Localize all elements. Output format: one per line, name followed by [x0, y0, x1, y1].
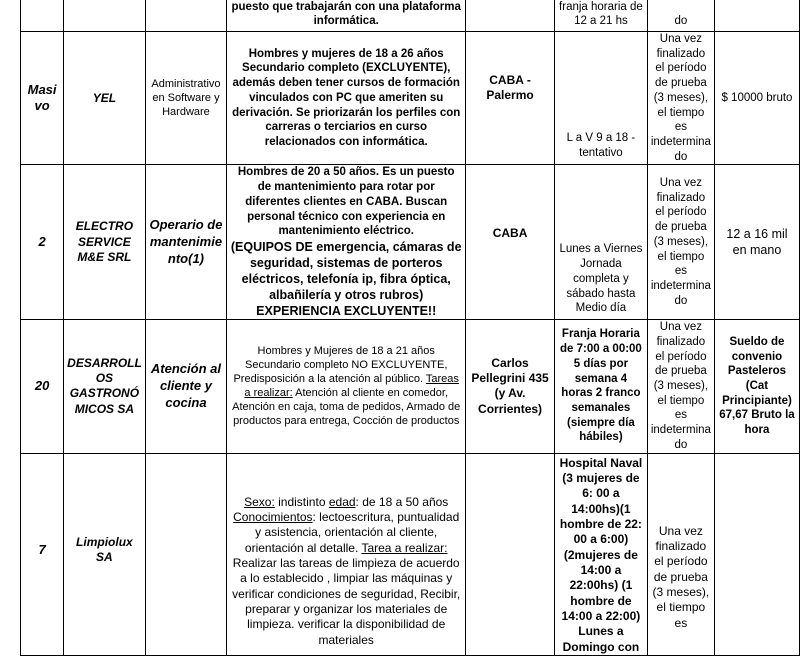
job-listings-table [20, 0, 800, 656]
requirements-intro: Hombres de 20 a 50 años. Es un puesto de mantenimiento para rotar por diferentes clientes en CABA. Buscan personal técnico con experiencia en mantenimiento eléctrico. [237, 166, 455, 238]
vacancies-cell: Masi vo [21, 32, 64, 165]
age-text: : de 18 a 50 años [355, 494, 449, 509]
knowledge-label: Conocimientos [233, 509, 313, 524]
contract-cell: Una vez finalizado el período de prueba (3 meses), el tiempo es indetermina do [647, 320, 714, 453]
schedule-cell: Hospital Naval (3 mujeres de 6: 00 a 14:00hs)(1 hombre de 22: 00 a 6:00) (2mujeres de 14:00 a 22:00hs) (1 hombre de 14:00 a 22:00) Lunes a Domingo con [555, 453, 648, 656]
contract-cell: do [647, 0, 714, 32]
tasks-label: Tarea a realizar: [361, 540, 448, 555]
requirements-cell [227, 320, 466, 453]
requirements-intro: Hombres y Mujeres de 18 a 21 años Secundario completo NO EXCLUYENTE, Predisposición a la atención al público. [233, 345, 448, 386]
table-row [21, 165, 800, 320]
tasks-label: Tareas a realizar: [244, 373, 459, 400]
vacancies-cell: 7 [21, 453, 64, 656]
company-cell: Limpiolux SA [64, 453, 145, 656]
company-cell: YEL [64, 32, 145, 165]
salary-cell: 12 a 16 mil en mano [714, 165, 799, 320]
location-cell: CABA - Palermo [466, 32, 555, 165]
vacancies-cell: 2 [21, 165, 64, 320]
salary-cell [714, 453, 799, 656]
schedule-cell: franja horaria de 12 a 21 hs [555, 0, 648, 32]
tasks-text: Realizar las tareas de limpieza de acuerdo a lo establecido , limpiar las máquinas y verificar condiciones de seguridad, Recibir, preparar y organizar los materiales de limpieza. verificar la disponibilidad de materiales [232, 555, 461, 647]
table-row [21, 320, 800, 453]
location-cell [466, 0, 555, 32]
requirements-cell: Hombres y mujeres de 18 a 26 años Secundario completo (EXCLUYENTE), además deben tener cursos de formación vinculados con PC que ameriten su derivación. Se priorizarán los perfiles con carreras o terciarios en curso relacionados con informática. [227, 32, 466, 165]
schedule-cell: Franja Horaria de 7:00 a 00:00 5 días por semana 4 horas 2 franco semanales (siempre día hábiles) [555, 320, 648, 453]
sex-text: indistinto [278, 494, 326, 509]
salary-cell: $ 10000 bruto [714, 32, 799, 165]
table-row [21, 32, 800, 165]
contract-cell: Una vez finalizado el período de prueba (3 meses), el tiempo es indetermina do [647, 32, 714, 165]
company-cell [64, 0, 145, 32]
knowledge-text: : lectoescritura, puntualidad y asistencia, orientación al cliente, orientación al detalle. [244, 509, 460, 555]
table-row [21, 0, 800, 32]
tasks-text: Atención al cliente en comedor, Atención en caja, toma de pedidos, Armado de productos para entrega, Cocción de productos [232, 387, 461, 428]
location-cell [466, 453, 555, 656]
position-cell: Administrativo en Software y Hardware [145, 32, 227, 165]
requirements-cell [227, 453, 466, 656]
position-cell: Operario de mantenimie nto(1) [145, 165, 227, 320]
salary-cell: Sueldo de convenio Pasteleros (Cat Principiante) 67,67 Bruto la hora [714, 320, 799, 453]
position-cell: Atención al cliente y cocina [145, 320, 227, 453]
requirements-equipment: (EQUIPOS DE emergencia, cámaras de seguridad, sistemas de porteros eléctricos, telefonía ip, fibra óptica, albañilería y otros rubros) [230, 240, 462, 303]
vacancies-cell: 20 [21, 320, 64, 453]
requirements-note: EXPERIENCIA EXCLUYENTE!! [256, 304, 437, 319]
position-cell [145, 453, 227, 656]
company-cell: ELECTRO SERVICE M&E SRL [64, 165, 145, 320]
table-row [21, 453, 800, 656]
position-cell [145, 0, 227, 32]
company-cell: DESARROLL OS GASTRONÓ MICOS SA [64, 320, 145, 453]
location-cell: CABA [466, 165, 555, 320]
vacancies-cell [21, 0, 64, 32]
salary-cell [714, 0, 799, 32]
contract-cell: Una vez finalizado el período de prueba (3 meses), el tiempo es [647, 453, 714, 656]
schedule-cell: L a V 9 a 18 - tentativo [555, 32, 648, 165]
contract-cell: Una vez finalizado el período de prueba (3 meses), el tiempo es indetermina do [647, 165, 714, 320]
requirements-cell [227, 165, 466, 320]
age-label: edad [328, 494, 356, 509]
schedule-cell: Lunes a Viernes Jornada completa y sábado hasta Medio día [555, 165, 648, 320]
location-cell: Carlos Pellegrini 435 (y Av. Corrientes) [466, 320, 555, 453]
requirements-cell: puesto que trabajarán con una plataforma informática. [227, 0, 466, 32]
sex-label: Sexo: [244, 494, 275, 509]
